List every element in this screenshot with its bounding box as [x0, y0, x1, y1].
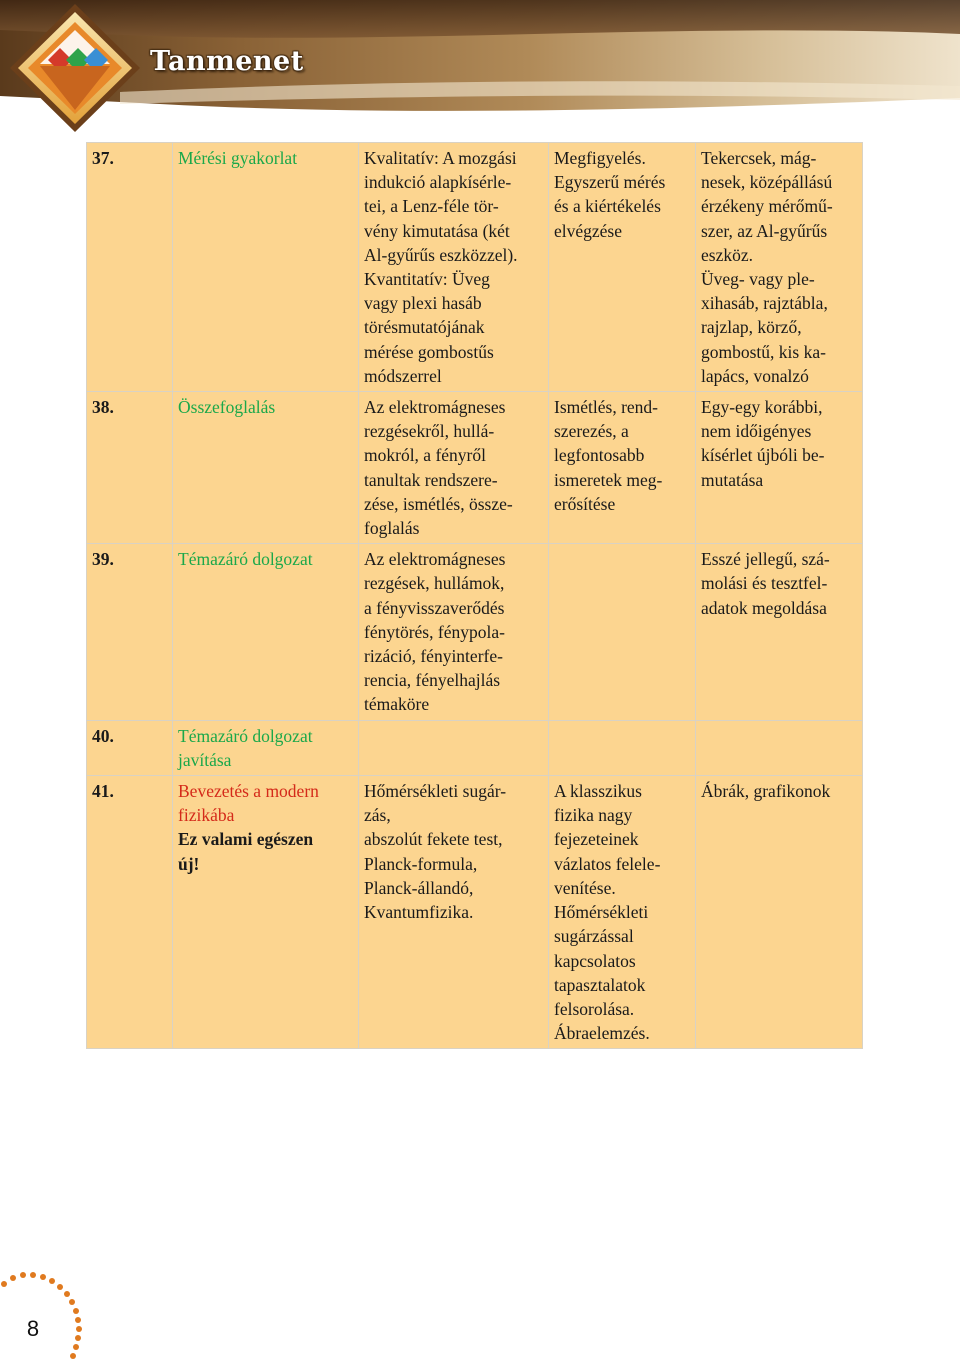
- activity-text: Ismétlés, rend-: [554, 397, 658, 418]
- page-corner-dots: [0, 1262, 100, 1360]
- activity-text: kapcsolatos: [554, 950, 636, 971]
- tools-text: adatok megoldása: [701, 597, 827, 618]
- tools-text: kísérlet újbóli be-: [701, 445, 825, 466]
- tools-cell: [696, 776, 863, 1049]
- activity-text: tapasztalatok: [554, 974, 646, 995]
- content-text: témaköre: [364, 694, 430, 715]
- lesson-number: 37.: [92, 148, 114, 168]
- activity-text: Megfigyelés.: [554, 148, 646, 168]
- topic-text: Bevezetés a modern: [178, 781, 319, 802]
- tools-text: nesek, középállású: [701, 172, 833, 193]
- topic-text: fizikába: [178, 805, 235, 826]
- content-cell: [359, 143, 549, 392]
- activity-text: felsorolása.: [554, 998, 635, 1019]
- content-text: Planck-formula,: [364, 853, 478, 874]
- tools-text: Esszé jellegű, szá-: [701, 549, 830, 570]
- lesson-number: 40.: [92, 725, 114, 746]
- lesson-number-cell: [87, 392, 173, 544]
- page-number: 8: [26, 1316, 40, 1341]
- content-text: Kvalitatív: A mozgási: [364, 148, 517, 168]
- content-text: rezgések, hullámok,: [364, 573, 505, 594]
- topic-cell: [173, 776, 359, 1049]
- content-text: Kvantumfizika.: [364, 902, 474, 923]
- topic-text: Témazáró dolgozat: [178, 549, 313, 570]
- tools-text: Ábrák, grafikonok: [701, 781, 831, 802]
- content-text: vény kimutatása (két: [364, 220, 510, 241]
- content-text: a fényvisszaverődés: [364, 597, 505, 618]
- activity-cell: [549, 392, 696, 544]
- content-text: zése, ismétlés, össze-: [364, 493, 513, 514]
- tools-text: molási és tesztfel-: [701, 573, 828, 594]
- table-row: [87, 776, 863, 1049]
- content-text: rezgésekről, hullá-: [364, 421, 495, 442]
- tools-text: mutatása: [701, 469, 764, 490]
- topic-cell: [173, 143, 359, 392]
- topic-note-text: Ez valami egészen: [178, 829, 314, 850]
- activity-cell: [549, 776, 696, 1049]
- tools-text: gombostű, kis ka-: [701, 341, 826, 362]
- topic-cell: [173, 544, 359, 720]
- tools-text: érzékeny mérőmű-: [701, 196, 833, 217]
- syllabus-table: [86, 142, 863, 1049]
- banner-background: [0, 0, 960, 132]
- lesson-number: 41.: [92, 781, 114, 802]
- content-text: vagy plexi hasáb: [364, 293, 482, 314]
- content-cell: [359, 776, 549, 1049]
- topic-note-text: új!: [178, 853, 200, 874]
- activity-text: venítése.: [554, 877, 616, 898]
- table-row: [87, 544, 863, 720]
- activity-cell: [549, 544, 696, 720]
- lesson-number-cell: [87, 720, 173, 775]
- content-text: tanultak rendszere-: [364, 469, 498, 490]
- activity-text: fizika nagy: [554, 805, 633, 826]
- activity-text: ismeretek meg-: [554, 469, 663, 490]
- content-text: indukció alapkísérle-: [364, 172, 512, 193]
- activity-text: szerezés, a: [554, 421, 629, 442]
- table-row: [87, 143, 863, 392]
- content-text: mokról, a fényről: [364, 445, 486, 466]
- tools-cell: [696, 544, 863, 720]
- content-text: Az elektromágneses: [364, 397, 506, 418]
- lesson-number: 39.: [92, 549, 114, 570]
- content-cell: [359, 720, 549, 775]
- activity-cell: [549, 143, 696, 392]
- content-text: rizáció, fényinterfe-: [364, 646, 503, 667]
- activity-text: A klasszikus: [554, 781, 642, 802]
- tools-cell: [696, 143, 863, 392]
- activity-text: fejezeteinek: [554, 829, 639, 850]
- content-text: törésmutatójának: [364, 317, 485, 338]
- content-text: módszerrel: [364, 365, 442, 386]
- activity-text: vázlatos felele-: [554, 853, 661, 874]
- lesson-number: 38.: [92, 397, 114, 418]
- content-text: Planck-állandó,: [364, 877, 474, 898]
- page-title: Tanmenet: [150, 46, 304, 77]
- content-text: Hőmérsékleti sugár-: [364, 781, 507, 802]
- activity-text: Egyszerű mérés: [554, 172, 666, 193]
- tools-text: eszköz.: [701, 244, 753, 265]
- content-text: mérése gombostűs: [364, 341, 494, 362]
- lesson-number-cell: [87, 143, 173, 392]
- activity-text: legfontosabb: [554, 445, 645, 466]
- tools-cell: [696, 392, 863, 544]
- tools-text: lapács, vonalzó: [701, 365, 809, 386]
- activity-text: elvégzése: [554, 220, 623, 241]
- activity-cell: [549, 720, 696, 775]
- content-text: Al-gyűrűs eszközzel).: [364, 244, 518, 265]
- topic-text: Témazáró dolgozat: [178, 725, 313, 746]
- content-text: tei, a Lenz-féle tör-: [364, 196, 499, 217]
- content-cell: [359, 392, 549, 544]
- activity-text: Ábraelemzés.: [554, 1023, 650, 1044]
- tools-text: xihasáb, rajztábla,: [701, 293, 828, 314]
- header-banner: [0, 0, 960, 132]
- content-text: fénytörés, fénypola-: [364, 621, 505, 642]
- topic-cell: [173, 720, 359, 775]
- tools-text: Egy-egy korábbi,: [701, 397, 823, 418]
- tools-cell: [696, 720, 863, 775]
- table-row: [87, 720, 863, 775]
- content-text: rencia, fényelhajlás: [364, 670, 501, 691]
- content-text: Kvantitatív: Üveg: [364, 269, 490, 290]
- activity-text: és a kiértékelés: [554, 196, 661, 217]
- content-text: abszolút fekete test,: [364, 829, 503, 850]
- activity-text: Hőmérsékleti: [554, 902, 649, 923]
- tools-text: szer, az Al-gyűrűs: [701, 220, 828, 241]
- topic-cell: [173, 392, 359, 544]
- lesson-number-cell: [87, 544, 173, 720]
- content-text: Az elektromágneses: [364, 549, 506, 570]
- content-text: zás,: [364, 805, 391, 826]
- tools-text: rajzlap, körző,: [701, 317, 802, 338]
- topic-text: Mérési gyakorlat: [178, 148, 298, 168]
- tools-text: Üveg- vagy ple-: [701, 269, 815, 290]
- activity-text: sugárzással: [554, 926, 634, 947]
- content-cell: [359, 544, 549, 720]
- content-text: foglalás: [364, 518, 420, 539]
- tools-text: Tekercsek, mág-: [701, 148, 817, 168]
- topic-text: javítása: [178, 749, 232, 770]
- table-row: [87, 392, 863, 544]
- lesson-number-cell: [87, 776, 173, 1049]
- tools-text: nem időigényes: [701, 421, 812, 442]
- topic-text: Összefoglalás: [178, 397, 276, 418]
- activity-text: erősítése: [554, 493, 616, 514]
